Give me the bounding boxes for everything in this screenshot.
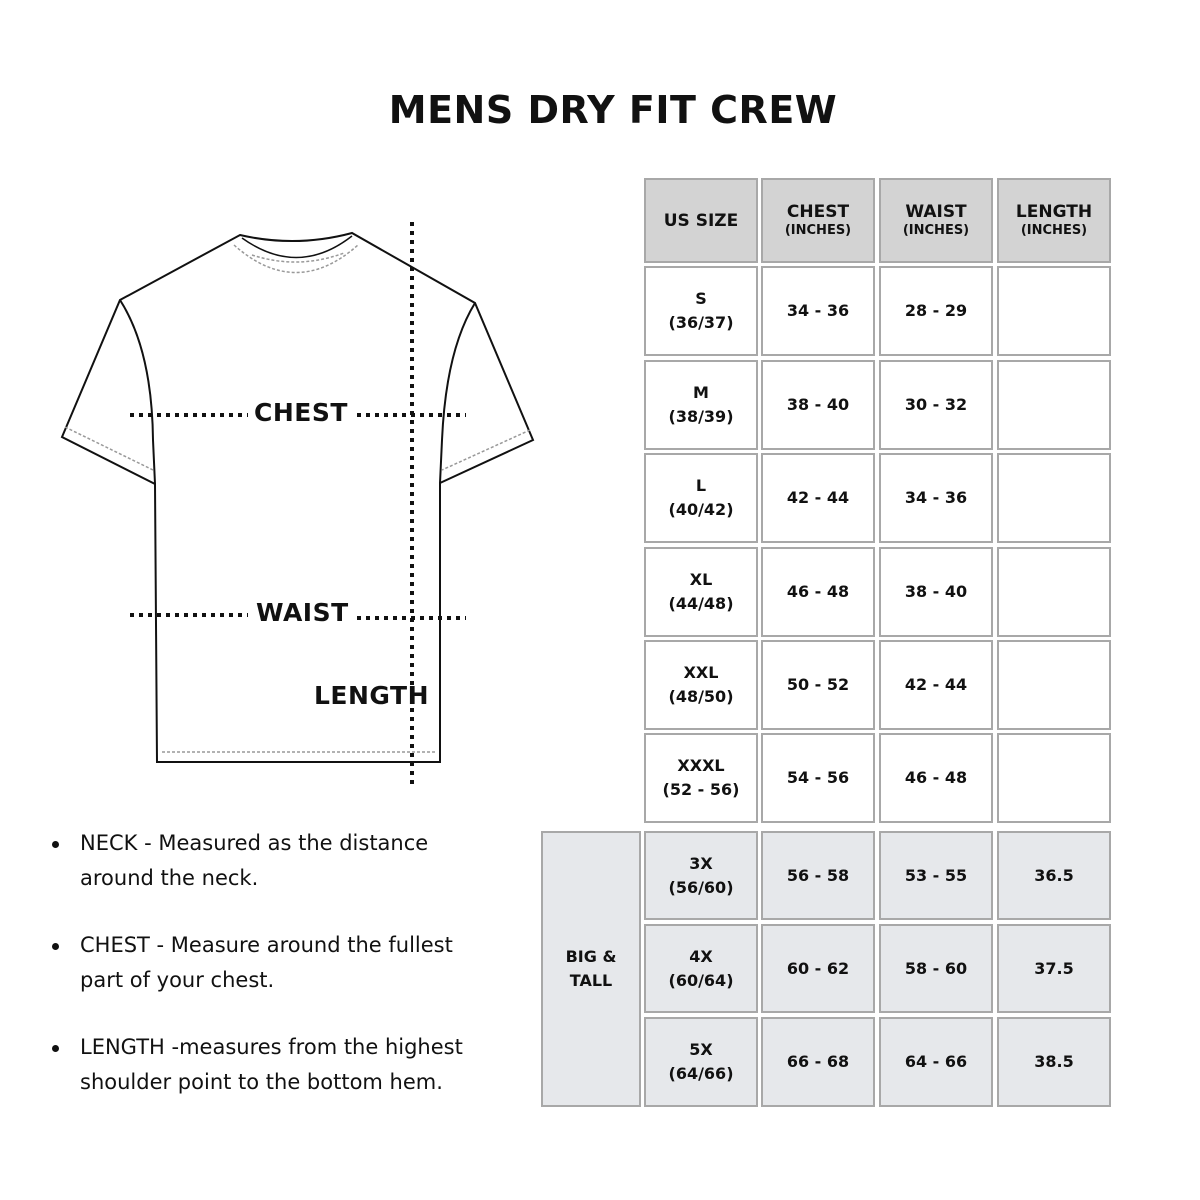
bullet-icon [52, 841, 59, 848]
cell-text: XXXL [677, 756, 725, 775]
note-neck: NECK - Measured as the distance around the neck. [52, 826, 522, 896]
cell-text: 58 - 60 [904, 958, 968, 978]
waist-cell [879, 453, 993, 543]
cell-text: BIG & [565, 947, 617, 966]
cell-text: 46 - 48 [786, 582, 850, 601]
cell-text: 46 - 48 [904, 768, 968, 787]
length-label: LENGTH [314, 681, 429, 710]
size-cell [644, 547, 758, 637]
header-us-size [644, 178, 758, 263]
bullet-icon [52, 1045, 59, 1052]
length-cell [997, 1017, 1111, 1107]
header-chest [761, 178, 875, 263]
cell-text: US SIZE [663, 210, 739, 231]
size-cell [644, 733, 758, 823]
size-cell [644, 360, 758, 450]
cell-text: 42 - 44 [904, 675, 968, 694]
waist-cell [879, 266, 993, 356]
chest-cell [761, 924, 875, 1013]
cell-text: (INCHES) [784, 222, 852, 238]
chest-cell [761, 1017, 875, 1107]
chest-cell [761, 640, 875, 730]
cell-text: 36.5 [1034, 865, 1074, 885]
chest-cell [761, 831, 875, 920]
length-cell [997, 266, 1111, 356]
cell-text: 28 - 29 [904, 301, 968, 320]
length-cell [997, 453, 1111, 543]
cell-text: (48/50) [668, 687, 734, 706]
cell-text: (INCHES) [902, 222, 970, 238]
measurement-notes [52, 826, 522, 1132]
bullet-icon [52, 943, 59, 950]
cell-text: 4X [689, 946, 713, 966]
cell-text: XXL [683, 663, 719, 682]
cell-text: (INCHES) [1020, 222, 1088, 238]
cell-text: 37.5 [1034, 958, 1074, 978]
cell-text: 5X [689, 1040, 713, 1059]
cell-text: LENGTH [1015, 201, 1093, 222]
cell-text: 38 - 40 [904, 582, 968, 601]
note-chest: CHEST - Measure around the fullest part of your chest. [52, 928, 522, 998]
waist-cell [879, 640, 993, 730]
note-length: LENGTH -measures from the highest shoulder point to the bottom hem. [52, 1030, 522, 1100]
cell-text: L [695, 476, 707, 495]
cell-text: 34 - 36 [786, 301, 850, 320]
cell-text: (64/66) [668, 1064, 734, 1083]
page-title: MENS DRY FIT CREW [388, 88, 838, 132]
length-cell [997, 547, 1111, 637]
right-sleeve-seam [440, 303, 475, 483]
size-cell [644, 831, 758, 920]
cell-text: 30 - 32 [904, 395, 968, 414]
cell-text: (60/64) [668, 970, 734, 990]
header-length [997, 178, 1111, 263]
waist-cell [879, 924, 993, 1013]
cell-text: (36/37) [668, 313, 734, 332]
size-cell [644, 640, 758, 730]
chest-cell [761, 733, 875, 823]
cell-text: 3X [689, 853, 713, 873]
cell-text: (44/48) [668, 594, 734, 613]
size-cell [644, 266, 758, 356]
length-cell [997, 733, 1111, 823]
waist-cell [879, 831, 993, 920]
length-cell [997, 924, 1111, 1013]
waist-label: WAIST [256, 598, 349, 627]
size-cell [644, 924, 758, 1013]
chest-cell [761, 360, 875, 450]
header-waist [879, 178, 993, 263]
cell-text: WAIST [905, 201, 967, 222]
cell-text: 34 - 36 [904, 488, 968, 507]
cell-text: S [695, 289, 707, 308]
chest-label: CHEST [254, 398, 348, 427]
cell-text: (52 - 56) [662, 780, 740, 799]
chest-cell [761, 547, 875, 637]
cell-text: 38 - 40 [786, 395, 850, 414]
cell-text: 54 - 56 [786, 768, 850, 787]
waist-cell [879, 547, 993, 637]
waist-cell [879, 1017, 993, 1107]
cell-text: (56/60) [668, 877, 734, 897]
chest-cell [761, 453, 875, 543]
big-tall-label [541, 831, 641, 1107]
waist-cell [879, 733, 993, 823]
cell-text: (38/39) [668, 407, 734, 426]
cell-text: (40/42) [668, 500, 734, 519]
cell-text: 38.5 [1034, 1052, 1074, 1071]
size-cell [644, 1017, 758, 1107]
cell-text: XL [689, 570, 713, 589]
cell-text: M [693, 383, 709, 402]
tshirt-outline [62, 233, 533, 762]
cell-text: 53 - 55 [904, 865, 968, 885]
chest-cell [761, 266, 875, 356]
cell-text: 50 - 52 [786, 675, 850, 694]
cell-text: TALL [569, 971, 613, 990]
cell-text: 56 - 58 [786, 865, 850, 885]
length-cell [997, 640, 1111, 730]
waist-cell [879, 360, 993, 450]
size-cell [644, 453, 758, 543]
cell-text: 42 - 44 [786, 488, 850, 507]
cell-text: 60 - 62 [786, 958, 850, 978]
cell-text: 66 - 68 [786, 1052, 850, 1071]
length-cell [997, 360, 1111, 450]
length-cell [997, 831, 1111, 920]
cell-text: CHEST [786, 201, 850, 222]
cell-text: 64 - 66 [904, 1052, 968, 1071]
